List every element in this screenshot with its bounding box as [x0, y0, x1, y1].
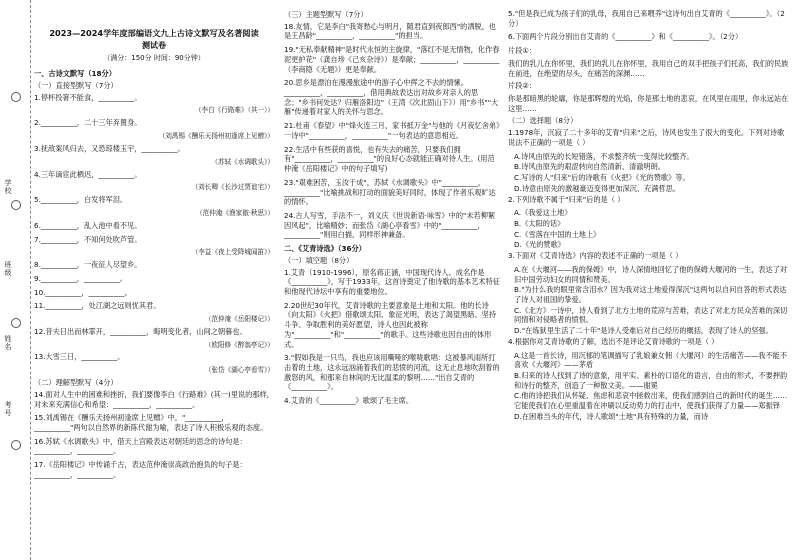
binding-hole: [11, 440, 21, 450]
question: 14.面对人生中的困难和挫折，我们要像李白《行路难》(其一)里说的那样，对未来充满信心和希望：__________，__________。: [34, 389, 274, 409]
option: D."在炼狱里生活了二十年"是诗人受难后对自己经历的概括，表现了诗人的坚强。: [514, 326, 773, 336]
question: 3.抚敌案风归去，又恐琼楼玉宇，__________。: [34, 143, 185, 153]
source: （刘禹锡《酬乐天扬州初逢席上见赠》）: [158, 132, 274, 141]
gutter-label-number: 考 号: [4, 401, 12, 417]
question: 12.昔夫日出而林霏开，__________，晦明变化者，山间之朝暮也。: [34, 326, 247, 336]
binding-hole: [11, 200, 21, 210]
subsection-heading: （一）直接型默写（7分）: [34, 81, 118, 91]
question: 11.__________，处江湖之远则忧其君。: [34, 301, 161, 311]
subsection-heading: （一）填空题（8分）: [284, 255, 354, 265]
subsection-heading: （二）理解型默写（4分）: [34, 378, 118, 388]
option: C.《雪落在中国的土地上》: [514, 229, 601, 239]
question: 21.杜甫《春望》中"烽火连三月，家书抵万金"与他的《月夜忆舍弟》一诗中"__________，__________"一句表达的意思相近。: [284, 121, 500, 140]
question: 2.下列诗歌不属于"归来"后的是（ ）: [508, 194, 625, 204]
source: （张岱《湖心亭看雪》）: [204, 366, 274, 375]
question: 5.__________，白发将军泪。: [34, 195, 128, 205]
question: 2.20世纪30年代，艾青诗歌的主要意象是土地和太阳。他的长诗《向太阳》《火把》借歌颂太阳、象征光明，表达了渴望黑暗、坚持斗争、争取胜利的美好愿望，诗人也因此被称为"__________"和"__________"的歌手。这些诗歌也因自由的体形式。: [284, 300, 497, 349]
question: 16.苏轼《水调歌头》中，借天上宫殿表达对朝廷的思念的诗句是：__________，__________。: [34, 436, 247, 456]
exam-meta: （满分：150分 时间：90分钟）: [103, 53, 205, 62]
option: A.在《大堰河——我的保姆》中，诗人深情地回忆了他的保姆大堰河的一生，表达了对旧中国劳动妇女的同情和赞美。: [514, 264, 788, 284]
exam-subtitle: 测试卷: [142, 41, 166, 51]
source: （苏轼《水调歌头》）: [211, 157, 274, 166]
option: A.诗风由原先的长短错落，不求整齐统一变得比较整齐。: [514, 151, 694, 161]
option: A.这是一首长诗，用沉郁的笔调描写了乳娘兼女佣（大堰河）的生活痛苦——我不能不喜欢《大堰河》——茅盾: [514, 350, 788, 370]
option: C.他的诗把我们从怀疑、焦虑和悲哀中拯救出来，使我们感到自己的新时代的诞生……它能使我们在心里重温着在冲刷以反动势力的打击中，使我们获得了力量——郑振铎: [514, 391, 788, 411]
option: B.《太阳的话》: [514, 218, 565, 228]
column-3: [508, 8, 790, 554]
question: 3.下面对《艾青诗选》内容的表述不正确的一项是（ ）: [508, 251, 683, 261]
subsection-heading: （二）选择题（8分）: [508, 116, 578, 126]
question: 1.停杯投箸不能食，__________。: [34, 92, 142, 102]
option: B.归来的诗人找到了诗的意象，用平实、素朴的口语化的语言，自由的形式，不要押韵和诗行的整齐，创造了一种散文美。——谢冕: [514, 371, 788, 390]
subsection-heading: （三）主题型默写（7分）: [284, 10, 368, 19]
source: （范仲淹《岳阳楼记》）: [204, 314, 274, 323]
section-heading: 一、古诗文默写（18分）: [34, 69, 116, 79]
question: 7.__________，不知何处吹芦管。: [34, 234, 142, 244]
option: A.《我爱这土地》: [514, 208, 572, 218]
binding-hole: [11, 318, 21, 328]
source: （范仲淹《渔家傲·秋思》）: [196, 208, 274, 217]
question: 5."但是我已成为孩子们的乳母，我用自己来喂养"这诗句出自艾青的《__________》。（2分）: [508, 9, 785, 28]
gutter-label-name: 姓 名: [4, 335, 12, 351]
option: B."为什么我的眼里常含泪水？因为我对这土地爱得深沉"这两句以自问自答的形式表达了诗人对祖国的挚爱。: [514, 285, 787, 304]
question: 24.古人写雪，手法不一，刘义庆《世说新语·咏雪》中的"未若柳絮因风起"，比喻精妙；而张岱《湖心亭看雪》中的"__________，__________"则用白描，同样形神兼备。: [284, 210, 496, 240]
option: C.《北方》一诗中，诗人看到了北方土地的荒凉与苦难，表达了对北方民众苦难的深切同情和对侵略者的愤恨。: [514, 305, 788, 325]
option: D.在困难当头的年代，诗人歌颂"土地"具有特殊的力量，而诗: [514, 411, 709, 421]
gutter-label-class: 班 级: [4, 261, 12, 277]
question: 6.__________，乱入池中看不见。: [34, 220, 142, 230]
question: 18.友情，它是李白"我寄愁心与明月，随君直到夜郎西"的洒脱，也是王昌龄"__________，__________"的担当。: [284, 21, 497, 41]
question: 1.1978年，沉寂了二十多年的艾青"归来"之后，诗风也发生了很大的变化。下列对诗歌说法不正确的一项是（ ）: [508, 128, 785, 147]
source: （李白《行路难》（其一））: [194, 106, 274, 115]
fragment-label: 片段①：: [508, 46, 537, 56]
section-heading: 二、《艾青诗选》（36分）: [284, 244, 366, 254]
question: 4.三年谪宦此栖迟，__________。: [34, 169, 142, 179]
column-2: [284, 8, 500, 554]
question: 4.根据你对艾青诗歌的了解，选出不是评论艾青诗歌的一项是（ ）: [508, 336, 719, 346]
question: 9.__________，__________。: [34, 273, 128, 283]
question: 15.刘禹锡在《酬乐天扬州初逢席上见赠》中，"__________，__________"两句以自然界的新陈代谢为喻，表达了诗人积极乐观的态度。: [34, 413, 268, 432]
question: 4.艾青的《__________》歌颂了毛主席。: [284, 396, 414, 406]
binding-gutter: [0, 0, 31, 560]
question: 1.艾青（1910-1996），原名蒋正涵，中国现代诗人。成名作是《__________》，写于1933年，这首诗奠定了他诗歌的基本艺术特征和他现代诗坛中享有的重要地位。: [284, 267, 500, 296]
source: （欧阳修《醉翁亭记》）: [204, 340, 274, 349]
option: D.《光的赞歌》: [514, 240, 565, 250]
source: （刘长卿《长沙过贾谊宅》）: [191, 183, 274, 192]
question: 23."艰难困苦，玉汝于成"，苏轼《水调歌头》中"__________，__________"比喻挑战和打动的面貌美好同时，体现了作者乐观旷达的情怀。: [284, 177, 496, 207]
binding-hole: [11, 92, 21, 102]
gutter-label-school: 学 校: [4, 179, 12, 195]
fragment-text: 我们的乳儿在你怀里，我们的乳儿在你怀里，我用自己的双手把孩子们托高，我们的民族在前进，在绝望的尽头，在痛苦的深渊……: [508, 58, 789, 78]
column-1: [34, 8, 274, 554]
fragment-text: 你是那暗黑的轮廓，你是那辉煌的光焰，你是那土地的悲哀，在风里在雨里，你永远站在这里……: [508, 94, 789, 113]
question: 22.生活中有些获的喜悦，也有失去的痛苦，只要我们拥有"__________，__________"的良好心态就能正确对待人生。(用范仲淹《岳阳楼记》中的句子填写): [284, 144, 495, 174]
source: （李益《夜上受降城闻笛》）: [191, 248, 274, 257]
option: D.诗意由原先的激越豪迈变得更加深沉、充满哲思。: [514, 183, 680, 193]
fragment-label: 片段②：: [508, 81, 537, 91]
exam-title: 2023—2024学年度部编语文九上古诗文默写及名著阅读: [49, 28, 259, 38]
question: 8.__________，一夜征人尽望乡。: [34, 260, 142, 270]
question: 6.下面两个片段分别出自艾青的《__________》和《__________》。（2分）: [508, 32, 743, 42]
question: 17.《岳阳楼记》中传诵千古，表达范仲淹崇高政治抱负的句子是：__________，__________。: [34, 460, 247, 479]
question: 10.__________，__________。: [34, 287, 132, 297]
question: 2.__________，二十三年弃置身。: [34, 118, 142, 128]
question: 13.大雪三日，__________。: [34, 352, 125, 362]
option: B.诗风由原先的艰涩转向自然清新、清澈明朗。: [514, 162, 665, 172]
question: 20.思乡是漂泊在漫漫旅途中的游子心中挥之不去的情愫。__________，__________，借用典故表达出对故乡对亲人的思念；"乡书何处达？归雁洛阳边"（王湾《次北固山下》）用"乡书""大雁"传递着对家人的关怀与思念。: [284, 78, 499, 117]
option: C.写诗的人"归来"后的诗歌有《火把》《光的赞歌》等。: [514, 173, 690, 183]
question: 3."假如我是一只鸟，我也应该用嘶哑的喉咙歌唱：这被暴风雨所打击着的土地，这永远汹涌着我们的悲愤的河流，这无止息地吹刮着的激怒的风，和那来自林间的无比温柔的黎明……"出自艾青的《__________》。: [284, 353, 500, 392]
question: 19."无私奉献精神"是时代永恒的主旋律，"落红不是无情物，化作春泥更护花"（龚自珍《己亥杂诗》）是奉献；__________，__________（李商隐《无题》）更是奉献。: [284, 45, 500, 74]
